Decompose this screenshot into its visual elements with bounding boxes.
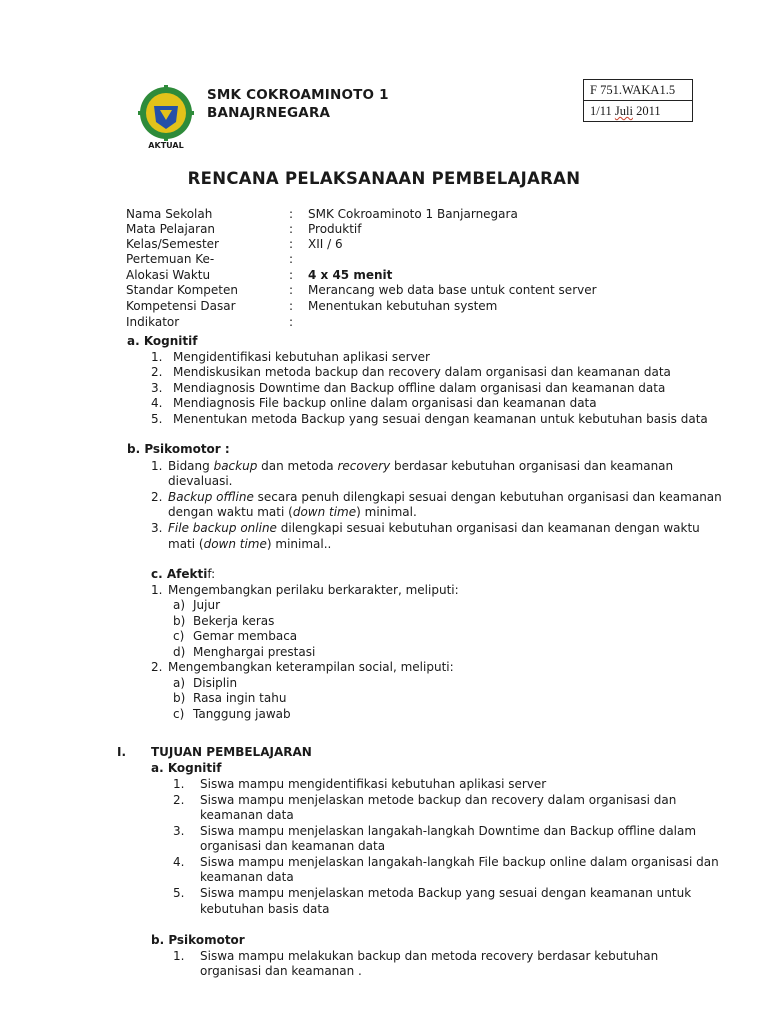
- identity-label: Kompetensi Dasar: [126, 299, 236, 313]
- afektif-heading: c. Afektif:: [151, 567, 216, 581]
- list-number: 1.: [173, 949, 185, 963]
- identity-colon: :: [289, 207, 294, 221]
- list-item-continuation: keamanan data: [200, 870, 294, 884]
- psikomotor-heading: b. Psikomotor :: [127, 442, 230, 456]
- list-number: 5.: [151, 412, 163, 426]
- list-item-continuation: kebutuhan basis data: [200, 902, 330, 916]
- identity-label: Nama Sekolah: [126, 207, 213, 221]
- list-item: Bidang backup dan metoda recovery berdasar kebutuhan organisasi dan keamanan: [168, 459, 674, 473]
- list-number: 4.: [151, 396, 163, 410]
- identity-value: XII / 6: [308, 237, 343, 251]
- list-number: 4.: [173, 855, 185, 869]
- identity-value: Merancang web data base untuk content server: [308, 283, 597, 297]
- identity-colon: :: [289, 283, 294, 297]
- list-item-continuation: dengan waktu mati (down time) minimal.: [168, 505, 417, 519]
- list-number: 2.: [151, 660, 163, 674]
- section-heading: TUJUAN PEMBELAJARAN: [151, 745, 312, 759]
- identity-label: Indikator: [126, 315, 180, 329]
- list-number: 2.: [151, 365, 163, 379]
- list-number: 2.: [151, 490, 163, 504]
- document-title: RENCANA PELAKSANAAN PEMBELAJARAN: [187, 169, 581, 188]
- identity-colon: :: [289, 252, 294, 266]
- list-item-continuation: keamanan data: [200, 808, 294, 822]
- sublist-item: Rasa ingin tahu: [193, 691, 287, 705]
- identity-label: Pertemuan Ke-: [126, 252, 215, 266]
- school-name: SMK COKROAMINOTO 1: [207, 87, 389, 103]
- list-item: Siswa mampu mengidentifikasi kebutuhan aplikasi server: [200, 777, 547, 791]
- list-number: 1.: [151, 350, 163, 364]
- logo-caption: AKTUAL: [148, 141, 184, 150]
- list-item-continuation: dievaluasi.: [168, 474, 233, 488]
- list-item: Mengidentifikasi kebutuhan aplikasi server: [173, 350, 430, 364]
- identity-colon: :: [289, 237, 294, 251]
- list-item: Siswa mampu menjelaskan metoda Backup yang sesuai dengan keamanan untuk: [200, 886, 692, 900]
- list-number: 1.: [151, 583, 163, 597]
- list-number: 2.: [173, 793, 185, 807]
- list-item: Backup offline secara penuh dilengkapi sesuai dengan kebutuhan organisasi dan keamanan: [168, 490, 722, 504]
- list-item: Mengembangkan keterampilan social, meliputi:: [168, 660, 454, 674]
- list-item: Siswa mampu melakukan backup dan metoda recovery berdasar kebutuhan: [200, 949, 659, 963]
- sublist-item: Tanggung jawab: [193, 707, 291, 721]
- school-city: BANAJRNEGARA: [207, 105, 331, 121]
- list-item: Menentukan metoda Backup yang sesuai dengan keamanan untuk kebutuhan basis data: [173, 412, 708, 426]
- list-number: 3.: [151, 381, 163, 395]
- list-item: Mendiagnosis File backup online dalam organisasi dan keamanan data: [173, 396, 597, 410]
- sublist-letter: a): [173, 598, 186, 612]
- list-item: Mengembangkan perilaku berkarakter, meliputi:: [168, 583, 459, 597]
- identity-label: Alokasi Waktu: [126, 268, 211, 282]
- list-item: File backup online dilengkapi sesuai kebutuhan organisasi dan keamanan dengan waktu: [168, 521, 700, 535]
- list-number: 3.: [173, 824, 185, 838]
- list-number: 5.: [173, 886, 185, 900]
- identity-value: SMK Cokroaminoto 1 Banjarnegara: [308, 207, 518, 221]
- sublist-letter: c): [173, 707, 185, 721]
- identity-label: Standar Kompeten: [126, 283, 238, 297]
- list-item: Siswa mampu menjelaskan langakah-langkah File backup online dalam organisasi dan: [200, 855, 719, 869]
- list-item-continuation: mati (down time) minimal..: [168, 537, 332, 551]
- identity-colon: :: [289, 299, 294, 313]
- identity-colon: :: [289, 268, 294, 282]
- identity-colon: :: [289, 315, 294, 329]
- list-item: Siswa mampu menjelaskan metode backup dan recovery dalam organisasi dan: [200, 793, 677, 807]
- list-number: 1.: [151, 459, 163, 473]
- school-logo: [131, 84, 201, 150]
- kognitif-heading: a. Kognitif: [127, 334, 198, 348]
- form-code-box: [583, 79, 693, 122]
- form-code: F 751.WAKA1.5: [590, 83, 676, 97]
- sublist-item: Jujur: [193, 598, 221, 612]
- sublist-item: Gemar membaca: [193, 629, 298, 643]
- sublist-letter: a): [173, 676, 186, 690]
- tujuan-kognitif-heading: a. Kognitif: [151, 761, 222, 775]
- identity-value: 4 x 45 menit: [308, 268, 393, 282]
- identity-value: Menentukan kebutuhan system: [308, 299, 498, 313]
- identity-label: Mata Pelajaran: [126, 222, 216, 236]
- list-item-continuation: organisasi dan keamanan data: [200, 839, 386, 853]
- identity-colon: :: [289, 222, 294, 236]
- list-item: Siswa mampu menjelaskan langakah-langkah Downtime dan Backup offline dalam: [200, 824, 697, 838]
- sublist-item: Disiplin: [193, 676, 238, 690]
- sublist-letter: d): [173, 645, 186, 659]
- list-item-continuation: organisasi dan keamanan .: [200, 964, 362, 978]
- list-item: Mendiagnosis Downtime dan Backup offline dalam organisasi dan keamanan data: [173, 381, 666, 395]
- sublist-item: Menghargai prestasi: [193, 645, 316, 659]
- school-header: [207, 86, 389, 122]
- sublist-letter: b): [173, 614, 186, 628]
- list-number: 3.: [151, 521, 163, 535]
- sublist-letter: b): [173, 691, 186, 705]
- identity-label: Kelas/Semester: [126, 237, 219, 251]
- list-number: 1.: [173, 777, 185, 791]
- identity-value: Produktif: [308, 222, 362, 236]
- list-item: Mendiskusikan metoda backup dan recovery dalam organisasi dan keamanan data: [173, 365, 671, 379]
- form-date: 1/11 Juli 2011: [584, 100, 692, 121]
- sublist-letter: c): [173, 629, 185, 643]
- section-number: I.: [117, 745, 127, 759]
- tujuan-psikomotor-heading: b. Psikomotor: [151, 933, 245, 947]
- sublist-item: Bekerja keras: [193, 614, 275, 628]
